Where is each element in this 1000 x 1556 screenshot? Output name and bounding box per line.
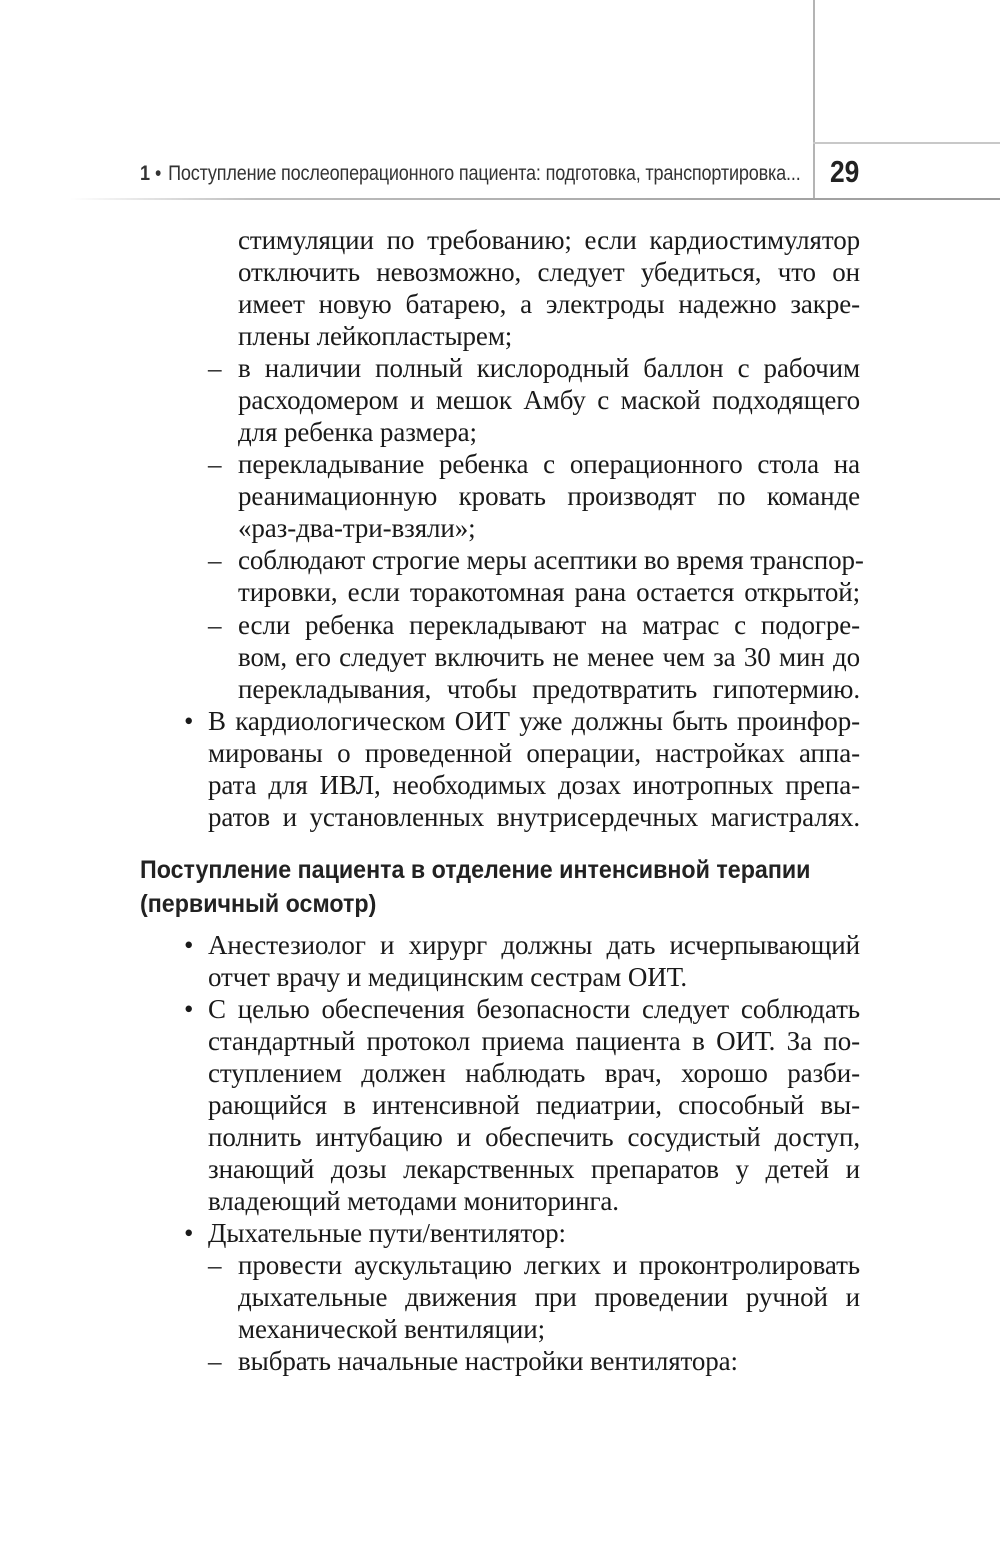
dash-marker: – xyxy=(208,353,222,383)
text-line: соблюдают строгие меры асептики во время транспор- xyxy=(238,545,864,575)
text-line: расходомером и мешок Амбу с маской подходящего xyxy=(238,385,860,415)
text-line: В кардиологическом ОИТ уже должны быть проинфор- xyxy=(208,706,860,736)
text-line: рающийся в интенсивной педиатрии, способный вы- xyxy=(208,1090,860,1120)
heading-line: Поступление пациента в отделение интенсивной терапии xyxy=(140,856,811,884)
running-title: Поступление послеоперационного пациента: подготовка, транспортировка... xyxy=(168,162,801,185)
text-line: дыхательные движения при проведении ручной и xyxy=(238,1282,860,1312)
text-line: Анестезиолог и хирург должны дать исчерпывающий xyxy=(208,930,860,960)
dash-marker: – xyxy=(208,545,222,575)
text-line: стимуляции по требованию; если кардиостимулятор xyxy=(238,225,860,255)
dash-marker: – xyxy=(208,449,222,479)
text-line: знающий дозы лекарственных препаратов у детей и xyxy=(208,1154,860,1184)
bullet-marker: • xyxy=(184,994,194,1024)
dash-marker: – xyxy=(208,1346,222,1376)
text-line: плены лейкопластырем; xyxy=(238,321,513,351)
chapter-number: 1 xyxy=(140,162,150,185)
text-line: «раз-два-три-взяли»; xyxy=(238,513,476,543)
text-line: механической вентиляции; xyxy=(238,1314,546,1344)
text-line: отчет врачу и медицинским сестрам ОИТ. xyxy=(208,962,688,992)
header-vertical-rule xyxy=(813,0,815,200)
text-line: тировки, если торакотомная рана остается открытой; xyxy=(238,577,860,607)
text-line: имеет новую батарею, а электроды надежно закре- xyxy=(238,289,860,319)
text-line: если ребенка перекладывают на матрас с подогре- xyxy=(238,610,860,640)
text-line: провести аускультацию легких и проконтролировать xyxy=(238,1250,860,1280)
text-line: в наличии полный кислородный баллон с рабочим xyxy=(238,353,860,383)
bullet-marker: • xyxy=(184,706,194,736)
dash-marker: – xyxy=(208,610,222,640)
text-line: перекладывания, чтобы предотвратить гипотермию. xyxy=(238,674,860,704)
header-rule xyxy=(70,198,1000,200)
text-line: стандартный протокол приема пациента в ОИТ. За по- xyxy=(208,1026,860,1056)
text-line: вом, его следует включить не менее чем за 30 мин до xyxy=(238,642,860,672)
heading-line: (первичный осмотр) xyxy=(140,890,377,918)
text-line: перекладывание ребенка с операционного стола на xyxy=(238,449,860,479)
text-line: для ребенка размера; xyxy=(238,417,477,447)
text-line: отключить невозможно, следует убедиться, что он xyxy=(238,257,860,287)
text-line: выбрать начальные настройки вентилятора: xyxy=(238,1346,738,1376)
text-line: ратов и установленных внутрисердечных магистралях. xyxy=(208,802,860,832)
dash-marker: – xyxy=(208,1250,222,1280)
text-line: полнить интубацию и обеспечить сосудистый доступ, xyxy=(208,1122,860,1152)
chapter-separator: • xyxy=(155,162,162,185)
page-number: 29 xyxy=(830,154,860,189)
text-line: С целью обеспечения безопасности следует соблюдать xyxy=(208,994,860,1024)
bullet-marker: • xyxy=(184,1218,194,1248)
text-line: рата для ИВЛ, необходимых дозах инотропных препа- xyxy=(208,770,860,800)
text-line: мированы о проведенной операции, настройках аппа- xyxy=(208,738,860,768)
text-line: реанимационную кровать производят по команде xyxy=(238,481,860,511)
text-line: владеющий методами мониторинга. xyxy=(208,1186,619,1216)
bullet-marker: • xyxy=(184,930,194,960)
text-line: Дыхательные пути/вентилятор: xyxy=(208,1218,566,1248)
text-line: ступлением должен наблюдать врач, хорошо разби- xyxy=(208,1058,860,1088)
running-head xyxy=(140,162,801,186)
header-corner-rule xyxy=(813,142,1000,144)
